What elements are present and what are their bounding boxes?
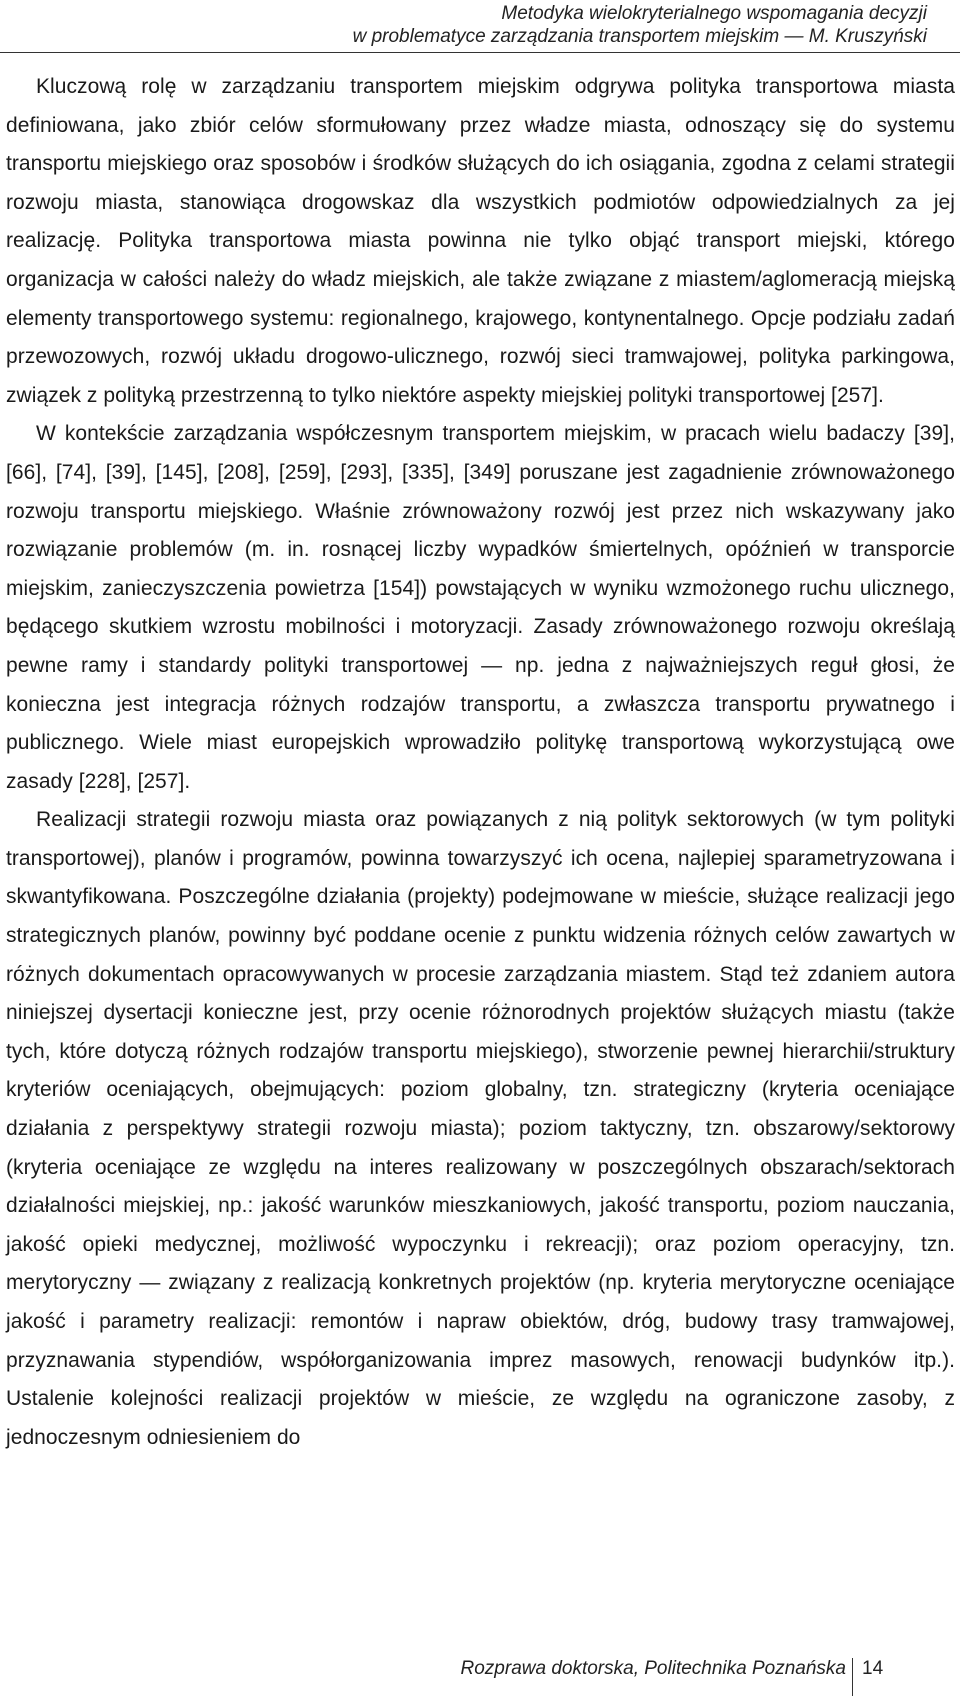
footer-rule [852,1658,853,1696]
page-number: 14 [862,1658,884,1679]
running-header [227,2,927,48]
running-header-line-2: w problematyce zarządzania transportem miejskim — M. Kruszyński [352,26,927,47]
paragraph-sustainable-development: W kontekście zarządzania współczesnym transportem miejskim, w pracach wielu badaczy [39], [66], [74], [39], [145], [208], [259], [293], [335], [349] poruszane jest zagadnienie zrównoważonego rozwoju transportu miejskiego. Właśnie zrównoważony rozwój jest przez nich wskazywany jako rozwiązanie problemów (m. in. rosnącej liczby wypadków śmiertelnych, opóźnień w transporcie miejskim, zanieczyszczenia powietrza [154]) powstających w wyniku wzmożonego ruchu ulicznego, będącego skutkiem wzrostu mobilności i motoryzacji. Zasady zrównoważonego rozwoju określają pewne ramy i standardy polityki transportowej — np. jedna z najważniejszych reguł głosi, że konieczna jest integracja różnych rodzajów transportu, a zwłaszcza transportu prywatnego i publicznego. Wiele miast europejskich wprowadziło politykę transportową wykorzystującą owe zasady [228], [257]. [6,422,955,793]
header-rule [0,52,960,53]
body-text [6,68,955,1457]
paragraph-transport-policy: Kluczową rolę w zarządzaniu transportem miejskim odgrywa polityka transportowa miasta definiowana, jako zbiór celów sformułowany przez władze miasta, odnoszący się do systemu transportu miejskiego oraz sposobów i środków służących do ich osiągania, zgodna z celami strategii rozwoju miasta, stanowiąca drogowskaz dla wszystkich podmiotów odpowiedzialnych za jej realizację. Polityka transportowa miasta powinna nie tylko objąć transport miejski, którego organizacja w całości należy do władz miejskich, ale także związane z miastem/aglomeracją miejską elementy transportowego systemu: regionalnego, krajowego, kontynentalnego. Opcje podziału zadań przewozowych, rozwój układu drogowo-ulicznego, rozwój sieci tramwajowej, polityka parkingowa, związek z polityką przestrzenną to tylko niektóre aspekty miejskiej polityki transportowej [257]. [6,75,955,407]
paragraph-strategy-evaluation: Realizacji strategii rozwoju miasta oraz powiązanych z nią polityk sektorowych (w tym polityki transportowej), planów i programów, powinna towarzyszyć ich ocena, najlepiej sparametryzowana i skwantyfikowana. Poszczególne działania (projekty) podejmowane w mieście, służące realizacji jego strategicznych planów, powinny być poddane ocenie z punktu widzenia różnych celów zawartych w różnych dokumentach opracowywanych w procesie zarządzania miastem. Stąd też zdaniem autora niniejszej dysertacji konieczne jest, przy ocenie różnorodnych projektów służących miastu (także tych, które dotyczą różnych rodzajów transportu miejskiego), stworzenie pewnej hierarchii/struktury kryteriów oceniających, obejmujących: poziom globalny, tzn. strategiczny (kryteria oceniające działania z perspektywy strategii rozwoju miasta); poziom taktyczny, tzn. obszarowy/sektorowy (kryteria oceniające ze względu na interes realizowany w poszczególnych obszarach/sektorach działalności miejskiej, np.: jakość warunków mieszkaniowych, jakość transportu, poziom nauczania, jakość opieki medycznej, możliwość wypoczynku i rekreacji); oraz poziom operacyjny, tzn. merytoryczny — związany z realizacją konkretnych projektów (np. kryteria merytoryczne oceniające jakość i parametry realizacji: remontów i napraw obiektów, dróg, budowy trasy tramwajowej, przyznawania stypendiów, współorganizowania imprez masowych, renowacji budynków itp.). Ustalenie kolejności realizacji projektów w mieście, ze względu na ograniczone zasoby, z jednoczesnym odniesieniem do [6,808,955,1449]
running-footer: Rozprawa doktorska, Politechnika Poznańska [460,1658,846,1679]
running-header-line-1: Metodyka wielokryterialnego wspomagania decyzji [501,3,927,24]
